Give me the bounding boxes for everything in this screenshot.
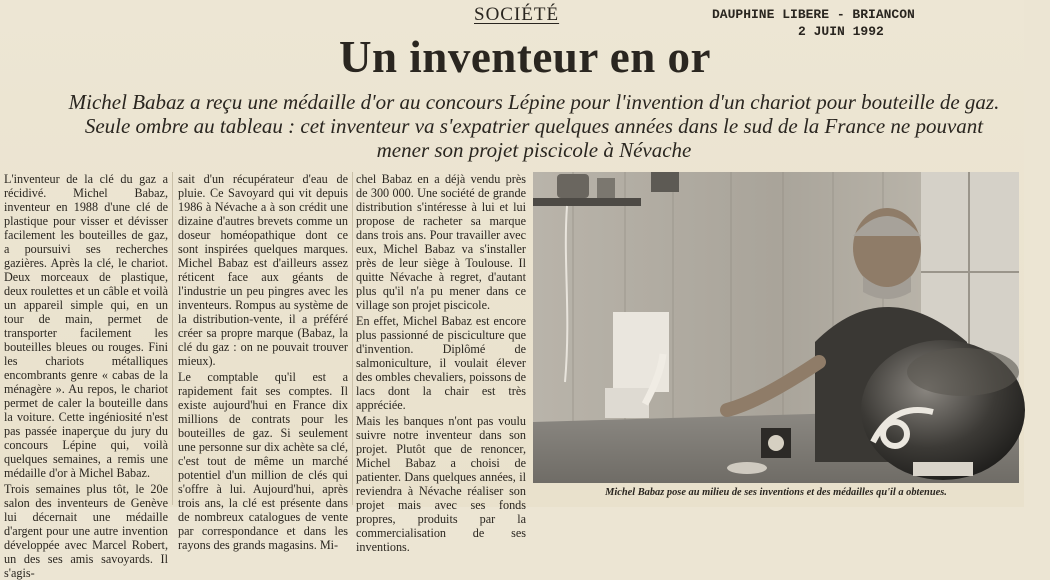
article-column-1 (4, 172, 168, 580)
paragraph: En effet, Michel Babaz est encore plus passionné de pisciculture que d'invention. Diplômé de salmoniculture, il voulait élever des ombles chevaliers, poissons de lacs dont la chair est très appréciée. (356, 314, 526, 412)
photo-caption: Michel Babaz pose au milieu de ses inventions et des médailles qu'il a obtenues. (605, 487, 947, 498)
section-label: SOCIÉTÉ (474, 4, 560, 25)
paragraph: Trois semaines plus tôt, le 20e salon des inventeurs de Genève lui décernait une médaille d'argent pour une autre invention développée avec Marcel Robert, un des ses amis savoyards. Il s'agis- (4, 482, 168, 580)
paragraph: Mais les banques n'ont pas voulu suivre notre inventeur dans son projet. Plutôt que de renoncer, Michel Babaz a choisi de patienter. Dans quelques années, il reviendra à Névache réaliser son projet mais avec ses fonds propres, produits par la commercialisation de ses inventions. (356, 414, 526, 554)
source-date: 2 JUIN 1992 (798, 24, 884, 39)
source-publication: DAUPHINE LIBERE - BRIANCON (712, 7, 915, 22)
photo-illustration (533, 172, 1019, 483)
paragraph: chel Babaz en a déjà vendu près de 300 000. Une société de grande distribution s'intéresse à lui et lui propose de racheter sa marque dans trois ans. Pour travailler avec eux, Michel Babaz va s'installer près de leur siège à Toulouse. Il quitte Névache à regret, d'autant plus qu'il n'a pu mener dans ce village son projet piscicole. (356, 172, 526, 312)
column-divider (352, 172, 353, 505)
article-column-2 (178, 172, 348, 552)
paragraph: Le comptable qu'il est a rapidement fait ses comptes. Il existe aujourd'hui en France dix millions de contrats pour les bouteilles de gaz. Si seulement une personne sur dix achète sa clé, c'est tout de même un marché potentiel d'un million de clés qui s'offre à lui. Aujourd'hui, après trois ans, la clé est présente dans de nombreux catalogues de vente par correspondance et dans les rayons des grands magasins. Mi- (178, 370, 348, 552)
paragraph: sait d'un récupérateur d'eau de pluie. Ce Savoyard qui vit depuis 1986 à Névache a à son crédit une dizaine d'autres brevets comme un doseur homéopathique dont ce sont inspirées quelques marques. Michel Babaz est d'ailleurs assez réticent face aux géants de l'industrie un peu pingres avec les inventeurs. Rompus au système de la distribution-vente, il a préféré créer sa propre marque (Babaz, la clé du gaz : on ne pouvait trouver mieux). (178, 172, 348, 368)
article-column-3 (356, 172, 526, 554)
column-divider (172, 172, 173, 505)
paragraph: L'inventeur de la clé du gaz a récidivé. Michel Babaz, inventeur en 1988 d'une clé de plastique pour visser et dévisser facilement les bouteilles de gaz, a poursuivi ses recherches gazières. Après la clé, le chariot. Deux morceaux de plastique, deux roulettes et un câble et voilà un appareil simple qui, en un tour de main, permet de transporter facilement les bouteilles bleues ou rouges. Fini les chariots métalliques encombrants genre « cabas de la ménagère ». Au repos, le chariot permet de caler la bouteille dans la voiture. Cette ingéniosité n'est pas passée inaperçue du jury du concours Lépine qui, voilà quelques semaines, a remis une médaille d'or à Michel Babaz. (4, 172, 168, 480)
article-lead: Michel Babaz a reçu une médaille d'or au concours Lépine pour l'invention d'un chariot pour bouteille de gaz. Seule ombre au tableau : cet inventeur va s'expatrier quelques années dans le sud de la France ne pouvant mener son projet piscicole à Névache (68, 90, 1000, 162)
article-photo (533, 172, 1019, 483)
article-headline: Un inventeur en or (339, 32, 711, 82)
